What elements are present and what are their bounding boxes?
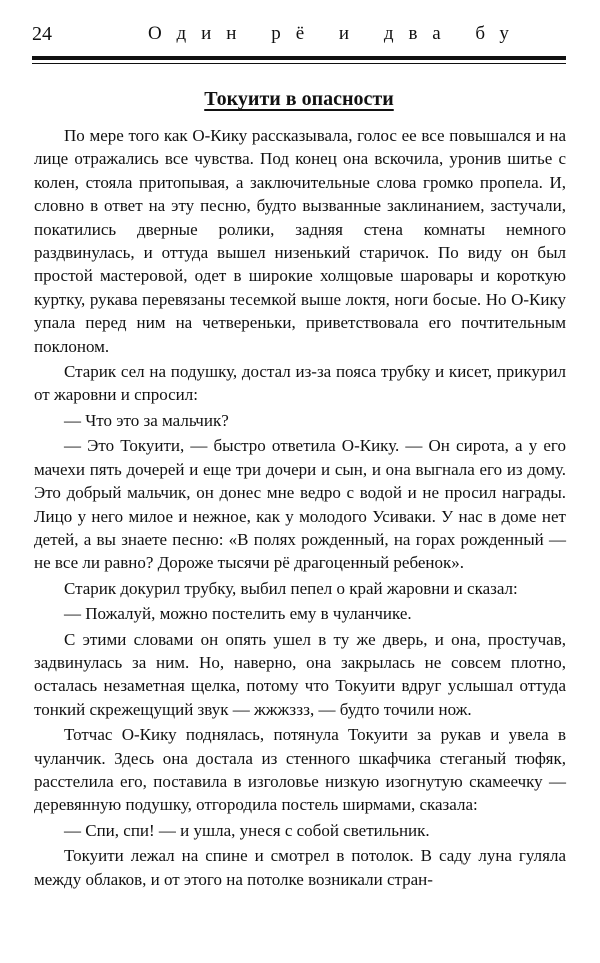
paragraph: — Что это за мальчик? [64, 410, 229, 430]
paragraph: Токуити лежал на спине и смотрел в потолок. В саду луна гуляла между облаков, и от этого на потолке возникали стран- [34, 846, 566, 889]
paragraph: — Это Токуити, — быстро ответила О-Кику. — Он сирота, а у его мачехи пять дочерей и еще три дочери и сын, и она выгнала его из дому. Это добрый мальчик, он донес мне ведро с водой и не просил награды. Лицо у него милое и нежное, как у молодого Усиваки. У нас в доме нет детей, а вы знаете песню: «В полях рожденный, на горах рожденный — не все ли равно? Дороже тысячи рё драгоценный ребенок». [34, 436, 566, 573]
header-rule-thick [32, 56, 566, 60]
paragraph: Старик сел на подушку, достал из-за пояса трубку и кисет, прикурил от жаровни и спросил: [34, 362, 566, 405]
paragraph: Старик докурил трубку, выбил пепел о край жаровни и сказал: [64, 578, 518, 598]
paragraph: Тотчас О-Кику поднялась, потянула Токуити за рукав и увела в чуланчик. Здесь она достала из стенного шкафчика стеганый тюфяк, расстелила его, поставила в изголовье низкую изогнутую скамеечку — деревянную подушку, отгородила постель ширмами, сказала: [34, 725, 566, 815]
paragraph: — Спи, спи! — и ушла, унеся с собой светильник. [64, 820, 430, 840]
chapter-title-text: Токуити в опасности [204, 88, 394, 110]
body-text [34, 124, 566, 891]
chapter-title [32, 86, 566, 112]
page-number: 24 [32, 23, 52, 45]
running-title: Один рё и два бу [148, 23, 524, 44]
header-rule-thin [32, 63, 566, 64]
paragraph: По мере того как О-Кику рассказывала, голос ее все повышался и на лице отражались все чувства. Под конец она вскочила, уронив шитье с колен, стояла притопывая, а заключительные слова громко пропела. И, словно в ответ на эту песню, будто вызванные заклинанием, застучали, покатились дверные ролики, задняя стена комнаты немного раздвинулась, и оттуда вышел низенький старичок. По виду он был простой мастеровой, одет в широкие холщовые шаровары и короткую куртку, рукава перевязаны тесемкой выше локтя, ноги босые. Но О-Кику упала перед ним на четвереньки, приветствовала его почтительным поклоном. [34, 126, 566, 356]
paragraph: — Пожалуй, можно постелить ему в чуланчике. [64, 604, 412, 624]
paragraph: С этими словами он опять ушел в ту же дверь, и она, простучав, задвинулась за ним. Но, наверно, она закрылась не совсем плотно, осталась незаметная щелка, потому что Токуити вдруг услышал оттуда тонкий скрежещущий звук — жжжззз, — будто точили нож. [34, 629, 566, 719]
